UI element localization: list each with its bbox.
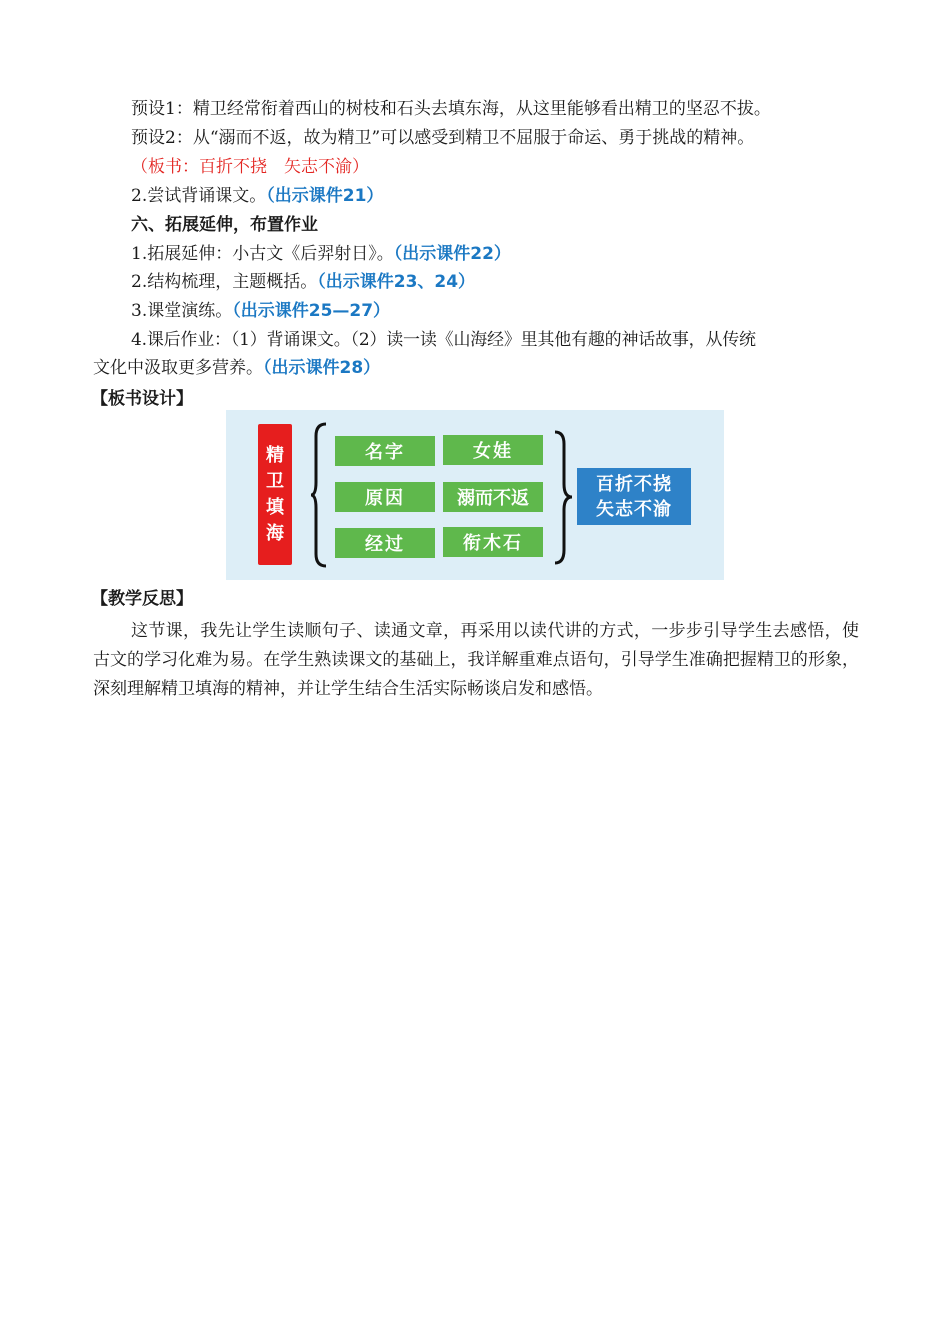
reflection-heading: 【教学反思】 xyxy=(91,589,193,609)
item-2-line xyxy=(131,272,475,292)
board-title-char: 填 xyxy=(266,496,284,518)
reflection-paragraph xyxy=(93,617,859,704)
item-2-text: 2.结构梳理，主题概括。 xyxy=(131,272,318,292)
reflection-text: 这节课，我先让学生读顺句子、读通文章，再采用以读代讲的方式，一步步引导学生去感悟，使古文的学习化难为易。在学生熟读课文的基础上，我详解重难点语句，引导学生准确把握精卫的形象，深刻理解精卫填海的精神，并让学生结合生活实际畅谈启发和感悟。 xyxy=(93,621,859,699)
board-title-char: 卫 xyxy=(266,470,284,492)
section-heading: 六、拓展延伸，布置作业 xyxy=(131,215,318,235)
courseware-ref: （出示课件25—27） xyxy=(232,301,391,321)
item-3-line xyxy=(131,301,390,321)
item-3-text: 3.课堂演练。 xyxy=(131,301,233,321)
board-title-char: 精 xyxy=(266,444,284,466)
item-4-continued-text: 文化中汲取更多营养。 xyxy=(93,358,263,378)
board-title-box xyxy=(258,424,292,565)
box-nuwa: 女娃 xyxy=(443,435,543,465)
box-carry-wood-stone: 衔木石 xyxy=(443,527,543,557)
box-process: 经过 xyxy=(335,528,435,558)
courseware-ref: （出示课件28） xyxy=(263,358,381,378)
item-4-continued-line xyxy=(93,358,380,378)
board-design-diagram xyxy=(226,410,724,580)
box-name: 名字 xyxy=(335,436,435,466)
board-design-heading: 【板书设计】 xyxy=(91,389,193,409)
preset-2-text: 预设2：从“溺而不返，故为精卫”可以感受到精卫不屈服于命运、勇于挑战的精神。 xyxy=(131,128,755,148)
preset-1-text: 预设1：精卫经常衔着西山的树枝和石头去填东海，从这里能够看出精卫的坚忍不拔。 xyxy=(131,99,771,119)
summary-line: 矢志不渝 xyxy=(596,498,672,520)
courseware-ref: （出示课件22） xyxy=(393,244,511,264)
summary-box xyxy=(577,468,691,525)
left-brace-icon xyxy=(310,422,330,568)
item-1-line xyxy=(131,244,511,264)
recite-line xyxy=(131,186,383,206)
right-brace-icon xyxy=(552,430,574,566)
box-reason: 原因 xyxy=(335,482,435,512)
board-title-char: 海 xyxy=(266,522,284,544)
courseware-ref: （出示课件21） xyxy=(266,186,384,206)
courseware-ref: （出示课件23、24） xyxy=(317,272,476,292)
item-1-text: 1.拓展延伸：小古文《后羿射日》。 xyxy=(131,244,394,264)
board-note-text: （板书：百折不挠 矢志不渝） xyxy=(131,157,369,177)
item-4-text: 4.课后作业：（1）背诵课文。（2）读一读《山海经》里其他有趣的神话故事，从传统 xyxy=(131,330,756,350)
summary-line: 百折不挠 xyxy=(596,473,672,495)
box-drowned: 溺而不返 xyxy=(443,482,543,512)
recite-text: 2.尝试背诵课文。 xyxy=(131,186,267,206)
